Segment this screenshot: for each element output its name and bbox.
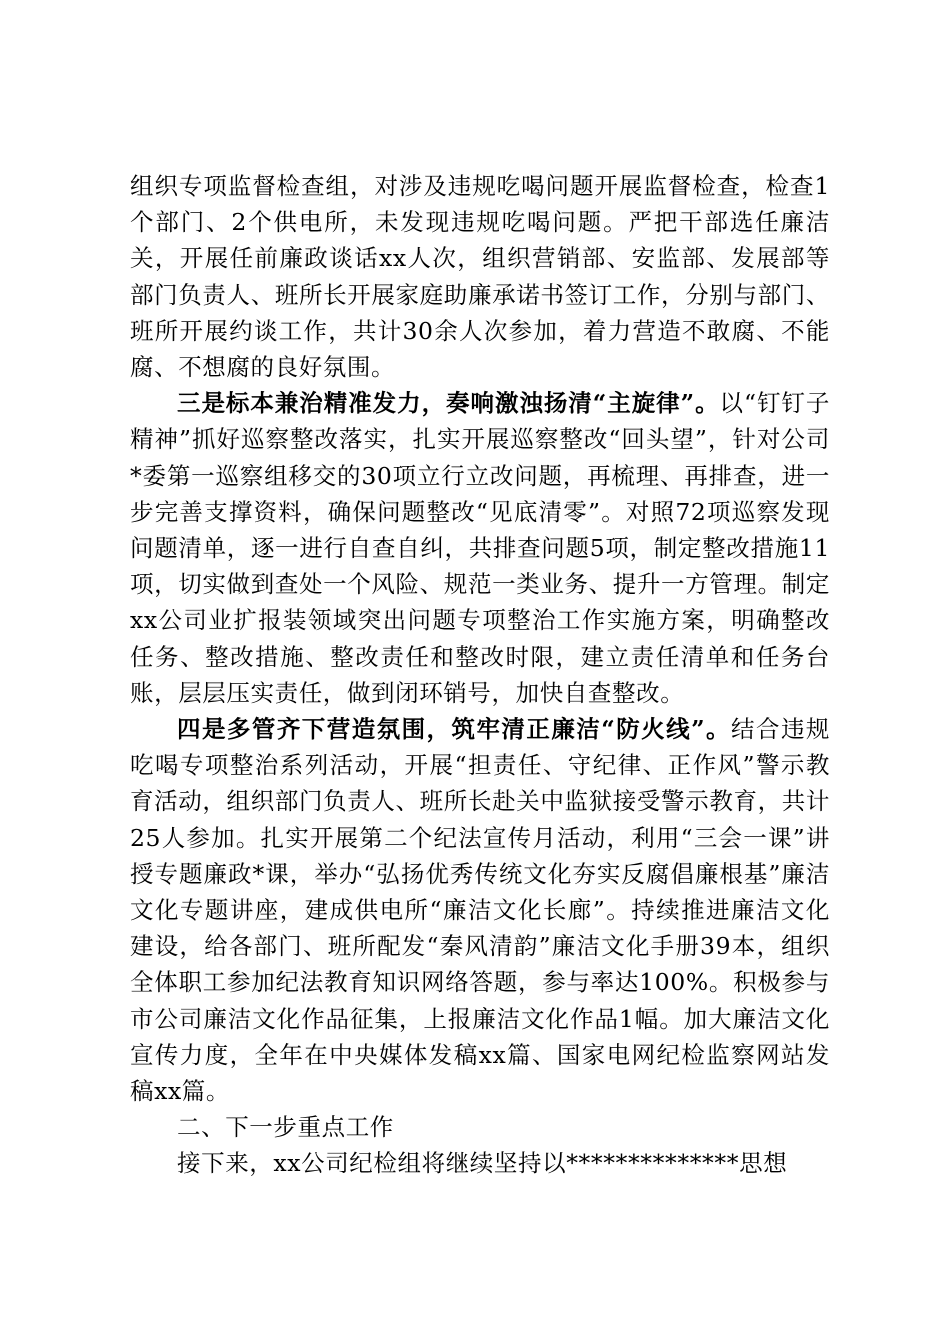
paragraph-lead-four: 四是多管齐下营造氛围，筑牢清正廉洁“防火线”。 (177, 715, 732, 744)
paragraph-body-four: 结合违规吃喝专项整治系列活动，开展“担责任、守纪律、正作风”警示教育活动，组织部门负责人、班所长赴关中监狱接受警示教育，共计25人参加。扎实开展第二个纪法宣传月活动，利用“三会一课”讲授专题廉政*课，举办“弘扬优秀传统文化夯实反腐倡廉根基”廉洁文化专题讲座，建成供电所“廉洁文化长廊”。持续推进廉洁文化建设，给各部门、班所配发“秦风清韵”廉洁文化手册39本，组织全体职工参加纪法教育知识网络答题，参与率达100%。积极参与市公司廉洁文化作品征集，上报廉洁文化作品1幅。加大廉洁文化宣传力度，全年在中央媒体发稿xx篇、国家电网纪检监察网站发稿xx篇。 (130, 715, 830, 1106)
section-heading-next-steps: 二、下一步重点工作 (177, 1113, 394, 1142)
paragraph-next-steps-intro: 接下来，xx公司纪检组将继续坚持以**************思想 (177, 1149, 788, 1178)
document-page (130, 168, 830, 1182)
paragraph-continuation: 组织专项监督检查组，对涉及违规吃喝问题开展监督检查，检查1个部门、2个供电所，未发现违规吃喝问题。严把干部选任廉洁关，开展任前廉政谈话xx人次，组织营销部、安监部、发展部等部门负责人、班所长开展家庭助廉承诺书签订工作，分别与部门、班所开展约谈工作，共计30余人次参加，着力营造不敢腐、不能腐、不想腐的良好氛围。 (130, 172, 830, 382)
paragraph-body-three: 以“钉钉子精神”抓好巡察整改落实，扎实开展巡察整改“回头望”，针对公司*委第一巡察组移交的30项立行立改问题，再梳理、再排查，进一步完善支撑资料，确保问题整改“见底清零”。对照72项巡察发现问题清单，逐一进行自查自纠，共排查问题5项，制定整改措施11项，切实做到查处一个风险、规范一类业务、提升一方管理。制定xx公司业扩报装领域突出问题专项整治工作实施方案，明确整改任务、整改措施、整改责任和整改时限，建立责任清单和任务台账，层层压实责任，做到闭环销号，加快自查整改。 (130, 389, 830, 707)
paragraph-lead-three: 三是标本兼治精准发力，奏响激浊扬清“主旋律”。 (177, 389, 720, 418)
paragraph-point-three (130, 385, 830, 711)
paragraph-point-four (130, 711, 830, 1109)
